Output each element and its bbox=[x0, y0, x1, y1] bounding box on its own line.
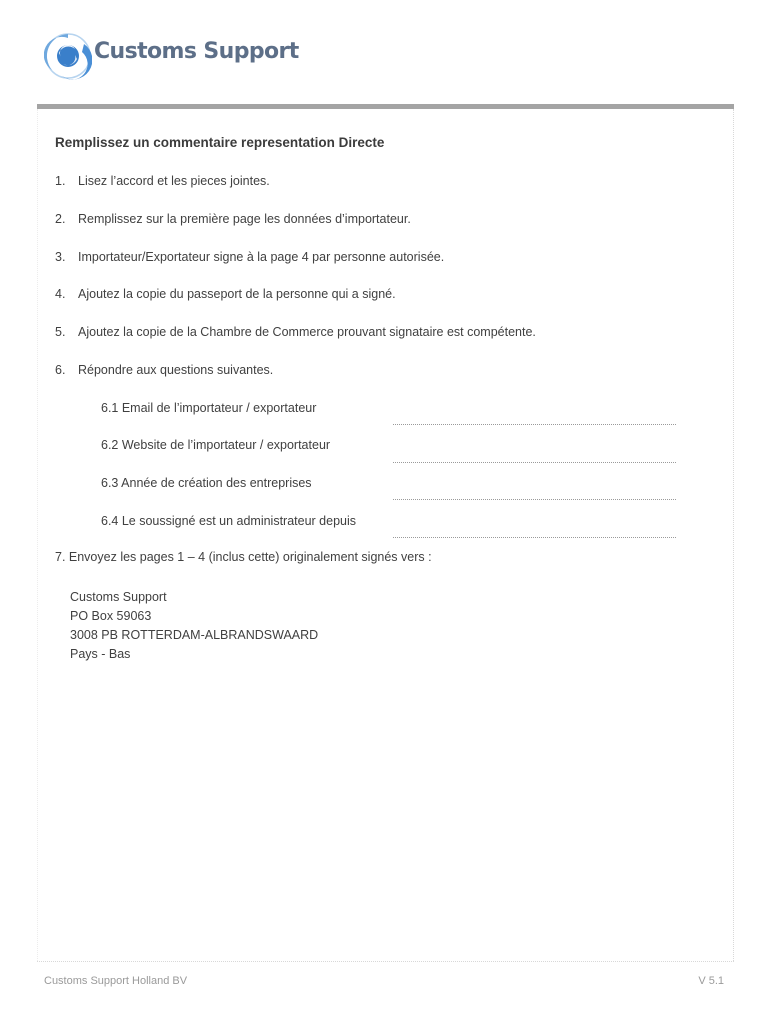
footer-company: Customs Support Holland BV bbox=[44, 975, 188, 987]
step-6 bbox=[55, 363, 273, 377]
question-admin-since-field[interactable] bbox=[393, 537, 676, 538]
step-5 bbox=[55, 325, 536, 339]
step-number: 3. bbox=[55, 250, 66, 264]
step-number: 2. bbox=[55, 212, 66, 226]
mailing-address bbox=[70, 588, 318, 664]
header-divider bbox=[37, 104, 734, 109]
question-email-field[interactable] bbox=[393, 424, 676, 425]
question-website-field[interactable] bbox=[393, 462, 676, 463]
page-frame-right bbox=[733, 109, 734, 961]
page-frame-left bbox=[37, 109, 38, 961]
step-1 bbox=[55, 174, 270, 188]
question-admin-since-label: 6.4 Le soussigné est un administrateur depuis bbox=[101, 514, 357, 528]
step-number: 1. bbox=[55, 174, 66, 188]
step-text: Remplissez sur la première page les données d’importateur. bbox=[78, 212, 411, 226]
page-frame-bottom bbox=[37, 961, 734, 962]
step-2 bbox=[55, 212, 411, 226]
address-line: Pays - Bas bbox=[70, 647, 131, 661]
step-text: Ajoutez la copie de la Chambre de Commerce prouvant signataire est compétente. bbox=[78, 325, 536, 339]
step-text: Ajoutez la copie du passeport de la personne qui a signé. bbox=[78, 287, 396, 301]
brand-logo bbox=[44, 30, 299, 82]
step-text: Lisez l’accord et les pieces jointes. bbox=[78, 174, 270, 188]
swirl-logo-icon bbox=[44, 30, 92, 82]
page-title: Remplissez un commentaire representation Directe bbox=[55, 135, 385, 150]
step-4 bbox=[55, 287, 396, 301]
step-7: 7. Envoyez les pages 1 – 4 (inclus cette) originalement signés vers : bbox=[55, 550, 432, 564]
address-line: Customs Support bbox=[70, 590, 167, 604]
step-number: 6. bbox=[55, 363, 66, 377]
step-text: Répondre aux questions suivantes. bbox=[78, 363, 274, 377]
question-website-label: 6.2 Website de l’importateur / exportateur bbox=[101, 438, 331, 452]
step-number: 4. bbox=[55, 287, 66, 301]
step-number: 5. bbox=[55, 325, 66, 339]
question-email-label: 6.1 Email de l’importateur / exportateur bbox=[101, 401, 317, 415]
question-founded-label: 6.3 Année de création des entreprises bbox=[101, 476, 312, 490]
question-founded-field[interactable] bbox=[393, 499, 676, 500]
step-3 bbox=[55, 250, 444, 264]
address-line: 3008 PB ROTTERDAM-ALBRANDSWAARD bbox=[70, 628, 319, 642]
step-text: Importateur/Exportateur signe à la page 4 par personne autorisée. bbox=[78, 250, 445, 264]
brand-name: Customs Support bbox=[94, 39, 299, 64]
address-line: PO Box 59063 bbox=[70, 609, 152, 623]
footer-version: V 5.1 bbox=[698, 975, 724, 987]
